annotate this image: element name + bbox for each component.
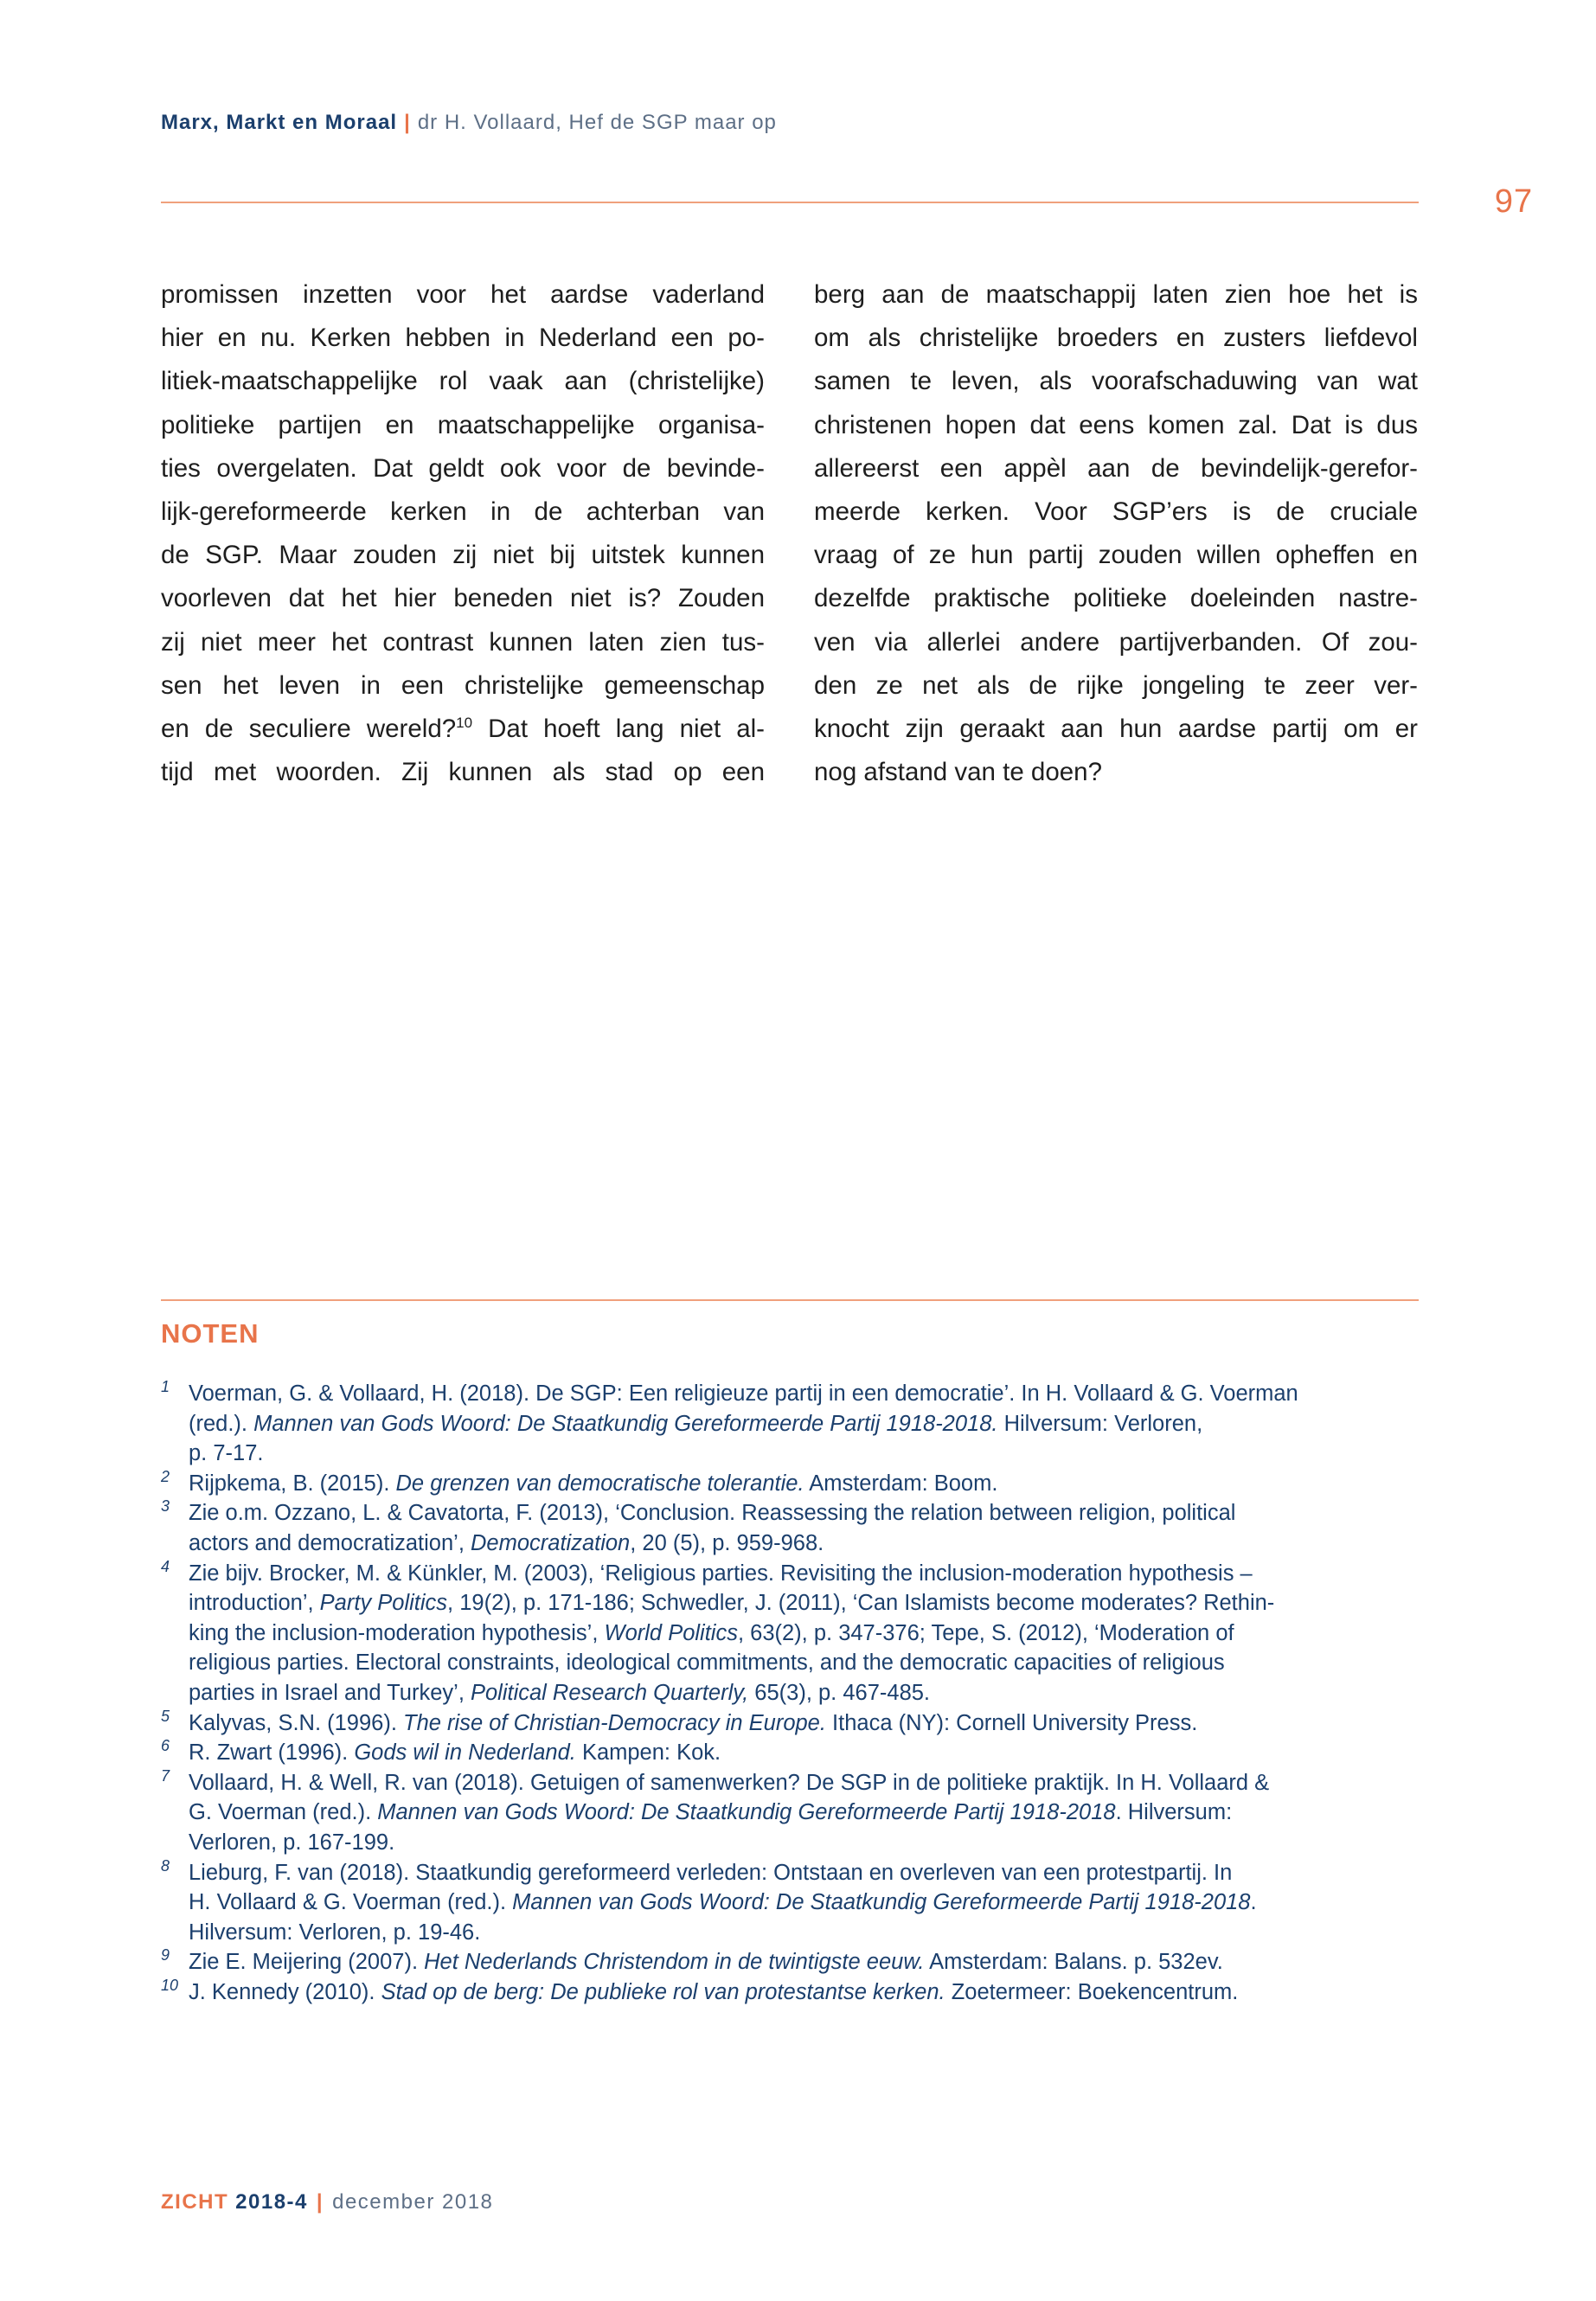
footnote-title: Political Research Quarterly, [470,1680,749,1705]
footnote-line [189,1947,1419,1977]
footnote [161,1947,1419,1977]
footnote-number: 1 [161,1378,170,1395]
footnote-line [189,1768,1419,1798]
body-line: politieke partijen en maatschappelijke organisa- [161,410,765,439]
issue-date: december 2018 [332,2190,494,2214]
footnote [161,1858,1419,1948]
body-line: dezelfde praktische politieke doeleinden nastre- [814,584,1418,613]
footnote-line [189,1738,1419,1768]
footnote-title: The rise of Christian-Democracy in Europe. [403,1710,826,1735]
footnote-text: Verloren, p. 167-199. [189,1830,395,1855]
footnote-text: 65(3), p. 467-485. [748,1680,931,1705]
issue-number: 2018-4 [235,2190,308,2214]
footnote [161,1498,1419,1558]
footnote-text: J. Kennedy (2010). [189,1979,381,2004]
footer-separator: | [316,2190,324,2214]
footnote-text: parties in Israel and Turkey’, [189,1680,471,1705]
footnote-title: Stad op de berg: De publieke rol van protestantse kerken. [381,1979,945,2004]
body-line: voorleven dat het hier beneden niet is? Zouden [161,584,765,613]
footnote [161,1977,1419,2008]
footnote-text: Amsterdam: Boom. [804,1471,998,1496]
footnote-line [189,1888,1419,1918]
series-title: Marx, Markt en Moraal [161,111,398,134]
body-text: en de seculiere wereld? [161,715,457,744]
footnote-reference: 10 [456,715,473,732]
footnote-text: H. Vollaard & G. Voerman (red.). [189,1890,513,1915]
footnote [161,1738,1419,1768]
body-line: den ze net als de rijke jongeling te zeer ver- [814,670,1418,700]
footnote-line [189,1379,1419,1409]
footnote-text: introduction’, [189,1591,320,1616]
body-line: promissen inzetten voor het aardse vaderland [161,280,765,309]
magazine-name: ZICHT [161,2190,229,2214]
footnote-line [189,1469,1419,1499]
article-subtitle: dr H. Vollaard, Hef de SGP maar op [417,111,777,134]
body-line: knocht zijn geraakt aan hun aardse partij om er [814,715,1418,744]
running-footer [161,2190,493,2214]
footnote-text: Hilversum: Verloren, [997,1411,1203,1436]
footnote-title: Gods wil in Nederland. [354,1740,576,1766]
footnote-line [189,1678,1419,1708]
body-line: tijd met woorden. Zij kunnen als stad op een [161,758,765,787]
body-column-left [161,273,765,794]
footnote-text: , 20 (5), p. 959-968. [630,1530,824,1555]
notes-heading: NOTEN [161,1318,260,1349]
footnote-line [189,1559,1419,1589]
footnote-text: actors and democratization’, [189,1530,471,1555]
footnote-number: 9 [161,1946,170,1965]
footnote-line [189,1858,1419,1888]
footnote-title: Democratization [471,1530,631,1555]
body-line: berg aan de maatschappij laten zien hoe het is [814,280,1418,309]
footnote-title: Mannen van Gods Woord: De Staatkundig Gereformeerde Partij 1918-2018 [512,1890,1251,1915]
footnote-number: 5 [161,1707,170,1725]
body-line: litiek-maatschappelijke rol vaak aan (christelijke) [161,367,765,396]
footnote-title: World Politics [604,1620,738,1645]
footnote-title: Party Politics [319,1591,448,1616]
footnote-line [189,1977,1419,2008]
footnote-number: 10 [161,1976,179,1994]
footnote-title: Het Nederlands Christendom in de twintigste eeuw. [424,1950,925,1975]
body-line: ven via allerlei andere partijverbanden. Of zou- [814,627,1418,657]
footnote-text: Zie E. Meijering (2007). [189,1950,425,1975]
footnote-line [189,1529,1419,1559]
body-line: zij niet meer het contrast kunnen laten zien tus- [161,627,765,657]
footnote-number: 7 [161,1766,170,1785]
header-separator: | [404,111,411,134]
footnote-text: (red.). [189,1411,254,1436]
footnote-text: Kalyvas, S.N. (1996). [189,1710,404,1735]
page-number: 97 [1494,183,1534,220]
body-line: ties overgelaten. Dat geldt ook voor de bevinde- [161,453,765,483]
footnote-line [189,1439,1419,1469]
footnote [161,1379,1419,1469]
body-line: de SGP. Maar zouden zij niet bij uitstek kunnen [161,541,765,570]
footnote-text: king the inclusion-moderation hypothesis’, [189,1620,605,1645]
footnote-line [189,1708,1419,1739]
footnote [161,1559,1419,1708]
body-text: Dat hoeft lang niet al- [472,715,765,744]
footnote-line [189,1918,1419,1948]
body-line: samen te leven, als voorafschaduwing van wat [814,367,1418,396]
footnote-text: Hilversum: Verloren, p. 19-46. [189,1920,481,1945]
footnote-text: . [1250,1890,1257,1915]
footnote-number: 6 [161,1737,170,1755]
notes-rule [161,1299,1419,1301]
running-header [161,111,1372,135]
footnote-number: 8 [161,1856,170,1875]
footnote-text: Zie o.m. Ozzano, L. & Cavatorta, F. (2013), ‘Conclusion. Reassessing the relation between religion, political [189,1501,1236,1526]
body-line: vraag of ze hun partij zouden willen opheffen en [814,541,1418,570]
footnote-line [189,1409,1419,1439]
footnote-title: Mannen van Gods Woord: De Staatkundig Gereformeerde Partij 1918-2018. [253,1411,998,1436]
footnote-line [189,1648,1419,1678]
footnote-number: 4 [161,1557,170,1575]
footnote-text: Amsterdam: Balans. p. 532ev. [924,1950,1223,1975]
body-line: om als christelijke broeders en zusters liefdevol [814,324,1418,353]
footnote-text: Rijpkema, B. (2015). [189,1471,396,1496]
footnote-line [189,1798,1419,1828]
footnote-text: Lieburg, F. van (2018). Staatkundig gereformeerd verleden: Ontstaan en overleven van een protestpartij. In [189,1860,1233,1885]
footnote-number: 2 [161,1467,170,1485]
footnote-text: religious parties. Electoral constraints, ideological commitments, and the democratic capacities of religious [189,1650,1225,1676]
footnote-text: R. Zwart (1996). [189,1740,355,1766]
footnote [161,1469,1419,1499]
footnote-line [189,1828,1419,1858]
body-line: allereerst een appèl aan de bevindelijk-gerefor- [814,453,1418,483]
footnote-number: 3 [161,1497,170,1516]
footnote-text: Kampen: Kok. [575,1740,721,1766]
footnote-text: Vollaard, H. & Well, R. van (2018). Getuigen of samenwerken? De SGP in de politieke praktijk. In H. Vollaard & [189,1770,1270,1795]
body-line: sen het leven in een christelijke gemeenschap [161,670,765,700]
body-line: nog afstand van te doen? [814,758,1102,787]
footnote-line [189,1588,1419,1618]
body-line-with-footnote [161,708,765,751]
body-line: lijk-gereformeerde kerken in de achterban van [161,497,765,527]
footnote-text: G. Voerman (red.). [189,1800,378,1825]
footnote-text: , 63(2), p. 347-376; Tepe, S. (2012), ‘Moderation of [737,1620,1234,1645]
footnote-text: Voerman, G. & Vollaard, H. (2018). De SGP: Een religieuze partij in een democratie’. In H. Vollaard & G. Voerman [189,1381,1298,1406]
header-rule [161,202,1419,203]
footnote-text: . Hilversum: [1115,1800,1233,1825]
footnote [161,1768,1419,1858]
body-column-right [814,273,1418,794]
footnote [161,1708,1419,1739]
footnote-line [189,1498,1419,1529]
footnote-title: De grenzen van democratische tolerantie. [395,1471,804,1496]
body-line: meerde kerken. Voor SGP’ers is de cruciale [814,497,1418,527]
footnote-text: , 19(2), p. 171-186; Schwedler, J. (2011), ‘Can Islamists become moderates? Rethin- [447,1591,1275,1616]
footnote-title: Mannen van Gods Woord: De Staatkundig Gereformeerde Partij 1918-2018 [377,1800,1116,1825]
footnote-text: Zoetermeer: Boekencentrum. [945,1979,1239,2004]
footnote-text: p. 7-17. [189,1441,264,1466]
body-line: hier en nu. Kerken hebben in Nederland een po- [161,324,765,353]
footnote-text: Zie bijv. Brocker, M. & Künkler, M. (2003), ‘Religious parties. Revisiting the inclusion-moderation hypothesis – [189,1561,1253,1586]
footnote-text: Ithaca (NY): Cornell University Press. [825,1710,1198,1735]
footnote-line [189,1618,1419,1649]
body-line: christenen hopen dat eens komen zal. Dat is dus [814,410,1418,439]
notes-list [161,1379,1419,2007]
